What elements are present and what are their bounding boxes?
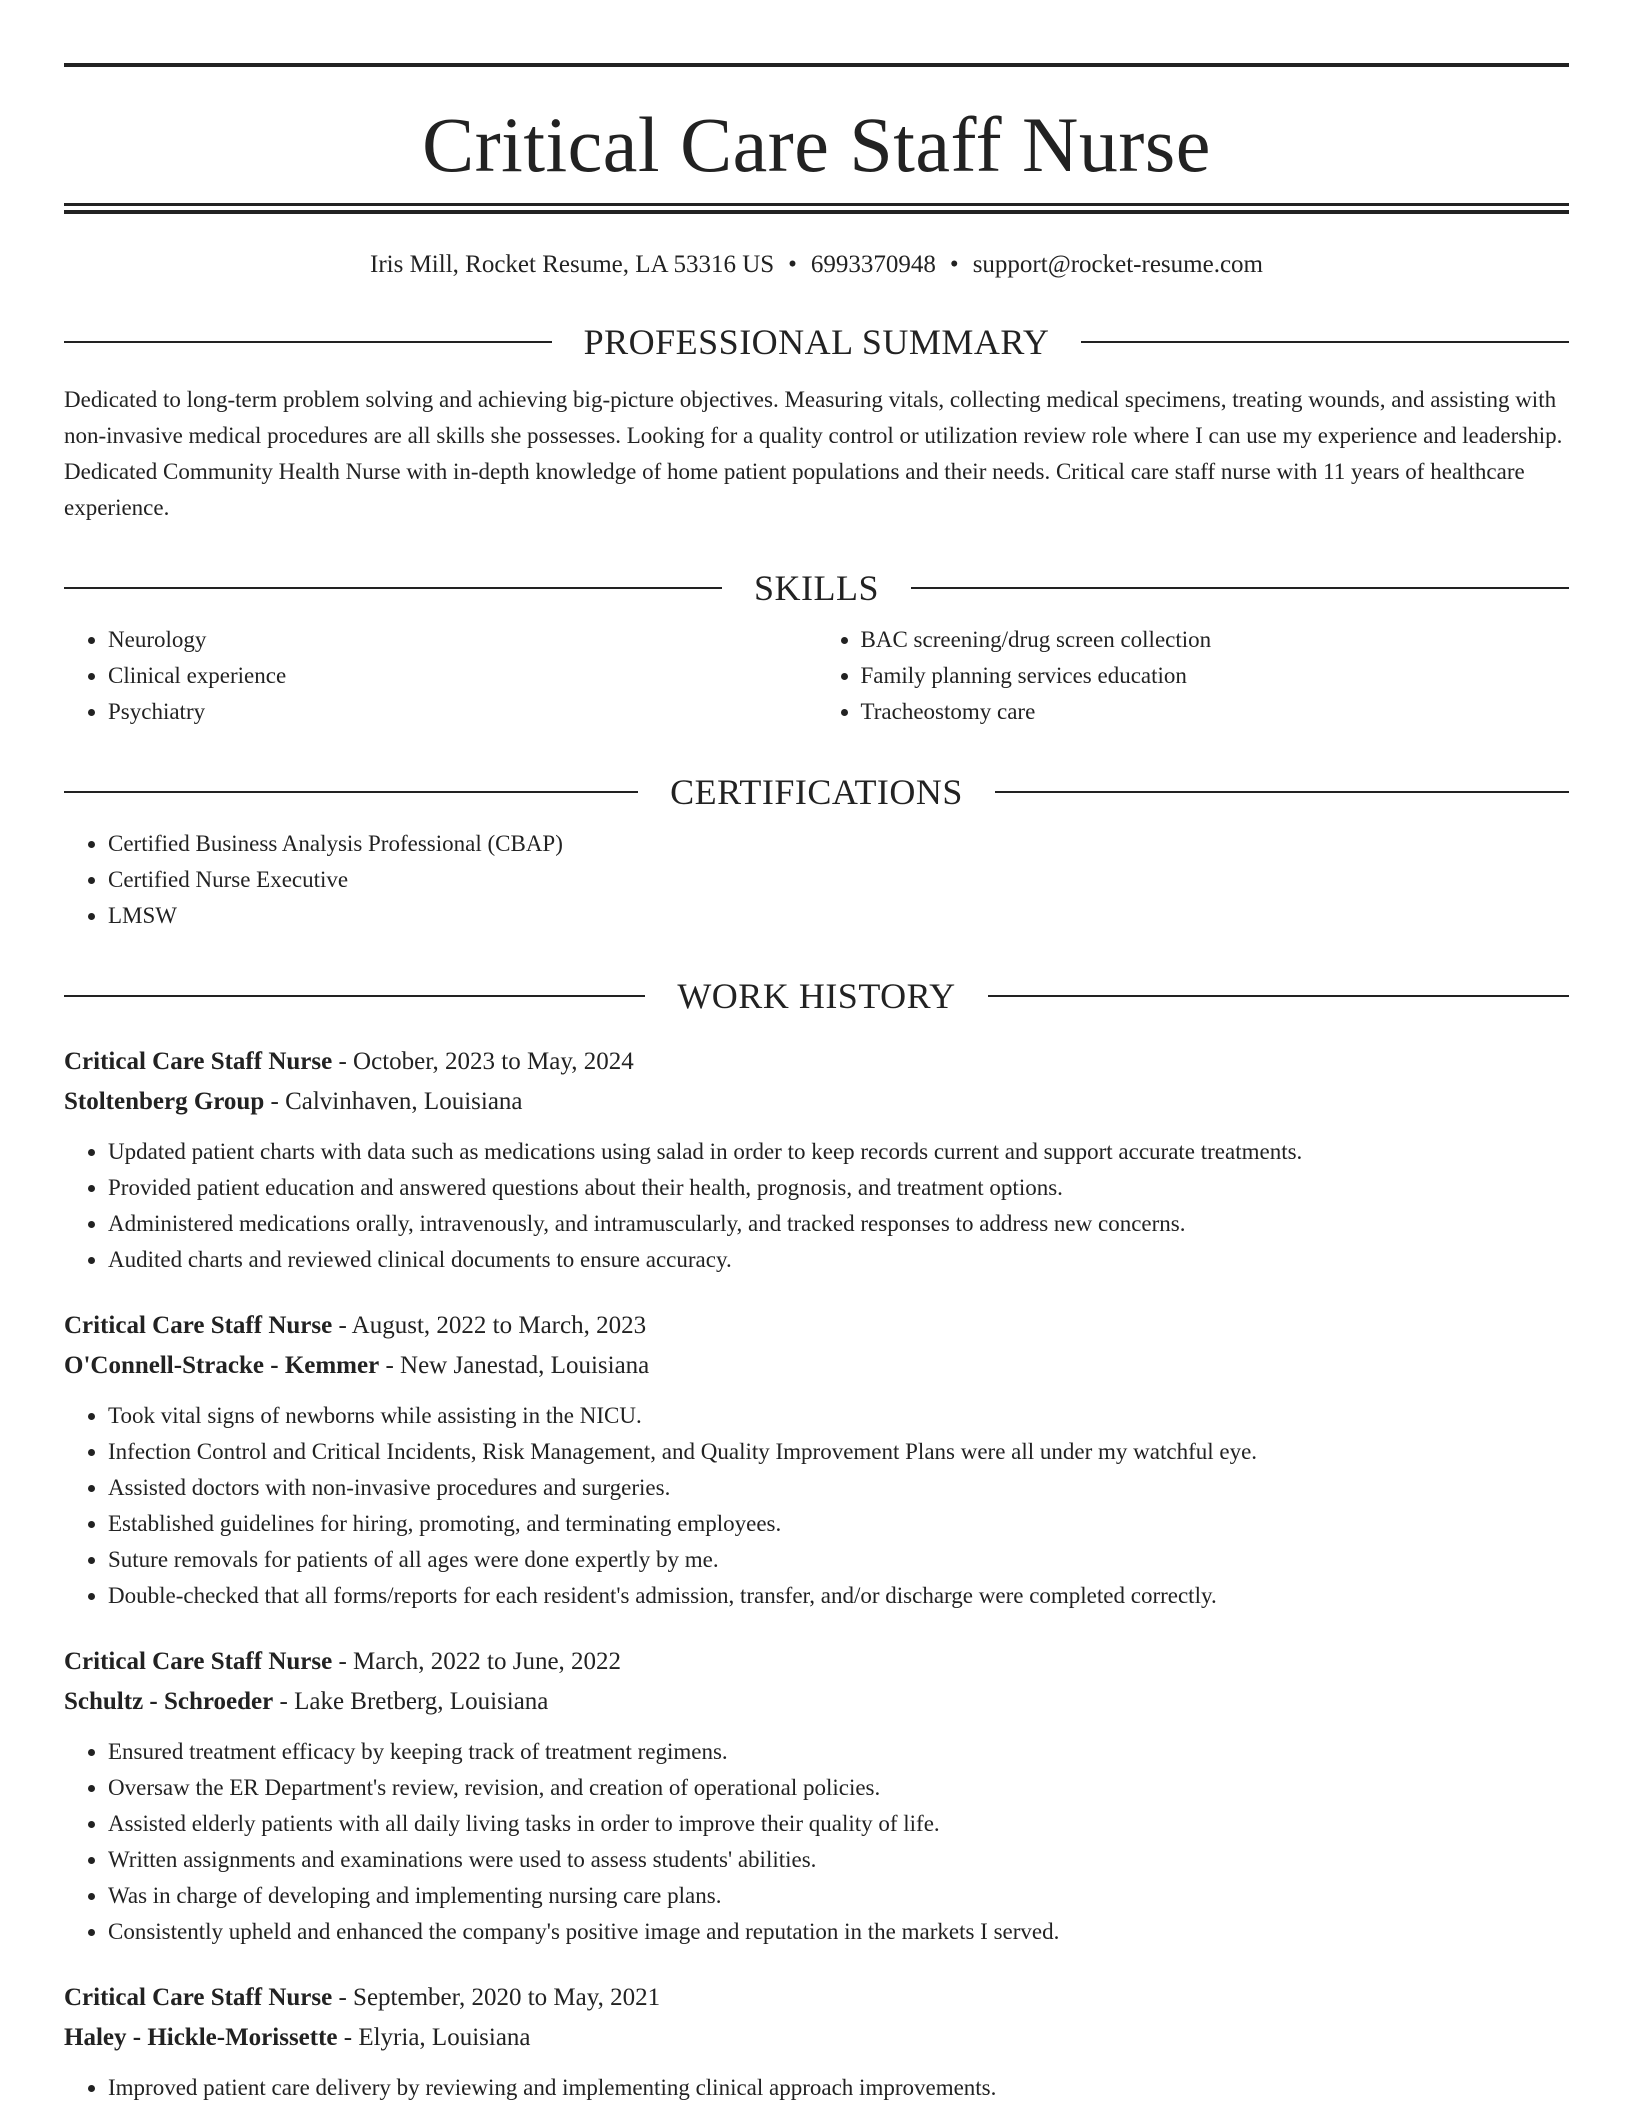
job-dates: - September, 2020 to May, 2021 <box>332 1984 661 2011</box>
job-bullet: • Double-checked that all forms/reports for each resident's admission, transfer, and/or discharge were completed correctly. <box>108 1578 1569 1614</box>
job-bullet: • Suture removals for patients of all ages were done expertly by me. <box>108 1542 1569 1578</box>
contact-address: Iris Mill, Rocket Resume, LA 53316 US <box>370 251 775 278</box>
skill-item: • BAC screening/drug screen collection <box>861 622 1570 658</box>
job-bullet: • Took vital signs of newborns while assisting in the NICU. <box>108 1398 1569 1434</box>
job-bullet: • Provided patient education and answered questions about their health, prognosis, and treatment options. <box>108 1170 1569 1206</box>
contact-line <box>64 250 1569 280</box>
job-bullet: • Oversaw the ER Department's review, revision, and creation of operational policies. <box>108 1770 1569 1806</box>
job-title-line <box>64 1978 1569 2018</box>
job-bullet: • Written assignments and examinations were used to assess students' abilities. <box>108 1842 1569 1878</box>
job-bullet: • Improved patient care delivery by reviewing and implementing clinical approach improvements. <box>108 2070 1569 2106</box>
job-company-line <box>64 2018 1569 2058</box>
title-double-rule <box>64 203 1569 214</box>
job-bullet: • Administered medications orally, intravenously, and intramuscularly, and tracked responses to address new concerns. <box>108 1206 1569 1242</box>
job-dates: - October, 2023 to May, 2024 <box>332 1048 634 1075</box>
job-entry <box>64 1042 1569 1278</box>
job-bullet: • Assisted elderly patients with all daily living tasks in order to improve their quality of life. <box>108 1806 1569 1842</box>
job-title: Critical Care Staff Nurse <box>64 1048 333 1075</box>
contact-separator: • <box>788 251 797 278</box>
job-bullets <box>64 1398 1569 1614</box>
heading-rule-right <box>988 995 1569 997</box>
heading-rule-right <box>911 587 1569 589</box>
skill-item: • Psychiatry <box>108 694 817 730</box>
certifications-heading-label: CERTIFICATIONS <box>670 772 963 812</box>
summary-section-heading <box>64 322 1569 362</box>
job-bullet: • Infection Control and Critical Incidents, Risk Management, and Quality Improvement Plans were all under my watchful eye. <box>108 1434 1569 1470</box>
job-title-line <box>64 1306 1569 1346</box>
certification-item: • LMSW <box>108 898 1569 934</box>
skill-item: • Tracheostomy care <box>861 694 1570 730</box>
job-bullets <box>64 1734 1569 1950</box>
contact-email: support@rocket-resume.com <box>972 251 1263 278</box>
job-title: Critical Care Staff Nurse <box>64 1312 333 1339</box>
job-company-line <box>64 1346 1569 1386</box>
job-dates: - August, 2022 to March, 2023 <box>332 1312 647 1339</box>
top-rule <box>64 63 1569 67</box>
job-entry <box>64 1642 1569 1950</box>
job-bullet: • Updated patient charts with data such as medications using salad in order to keep records current and support accurate treatments. <box>108 1134 1569 1170</box>
job-location: - Lake Bretberg, Louisiana <box>273 1688 549 1715</box>
heading-rule-left <box>64 341 552 343</box>
job-company-line <box>64 1682 1569 1722</box>
job-entry <box>64 1978 1569 2106</box>
skills-column-right <box>817 622 1570 730</box>
job-title-line <box>64 1042 1569 1082</box>
resume-title: Critical Care Staff Nurse <box>422 101 1211 188</box>
job-bullet: • Was in charge of developing and implementing nursing care plans. <box>108 1878 1569 1914</box>
job-bullet: • Established guidelines for hiring, promoting, and terminating employees. <box>108 1506 1569 1542</box>
job-location: - New Janestad, Louisiana <box>379 1352 650 1379</box>
work-history-heading-label: WORK HISTORY <box>677 976 956 1016</box>
contact-separator: • <box>949 251 959 278</box>
job-bullets <box>64 1134 1569 1278</box>
job-bullet: • Consistently upheld and enhanced the company's positive image and reputation in the markets I served. <box>108 1914 1569 1950</box>
job-bullet: • Ensured treatment efficacy by keeping track of treatment regimens. <box>108 1734 1569 1770</box>
certification-item: • Certified Nurse Executive <box>108 862 1569 898</box>
skill-item: • Family planning services education <box>861 658 1570 694</box>
job-title: Critical Care Staff Nurse <box>64 1984 333 2011</box>
skills-heading-label: SKILLS <box>754 568 880 608</box>
contact-phone: 6993370948 <box>810 251 936 278</box>
job-title: Critical Care Staff Nurse <box>64 1648 333 1675</box>
skills-section-heading <box>64 568 1569 608</box>
job-bullet: • Assisted doctors with non-invasive procedures and surgeries. <box>108 1470 1569 1506</box>
job-company: O'Connell-Stracke - Kemmer <box>64 1352 380 1379</box>
skill-item: • Clinical experience <box>108 658 817 694</box>
skill-item: • Neurology <box>108 622 817 658</box>
job-company: Haley - Hickle-Morissette <box>64 2024 338 2051</box>
job-company: Stoltenberg Group <box>64 1088 265 1115</box>
job-bullet: • Audited charts and reviewed clinical documents to ensure accuracy. <box>108 1242 1569 1278</box>
skills-column-left <box>64 622 817 730</box>
heading-rule-right <box>995 791 1569 793</box>
job-entry <box>64 1306 1569 1614</box>
resume-page <box>64 63 1569 2106</box>
job-location: - Elyria, Louisiana <box>337 2024 531 2051</box>
skills-list <box>64 622 1569 730</box>
job-dates: - March, 2022 to June, 2022 <box>332 1648 622 1675</box>
certifications-list <box>64 826 1569 934</box>
job-location: - Calvinhaven, Louisiana <box>264 1088 523 1115</box>
certification-item: • Certified Business Analysis Professional (CBAP) <box>108 826 1569 862</box>
heading-rule-left <box>64 587 722 589</box>
summary-heading-label: PROFESSIONAL SUMMARY <box>583 322 1050 362</box>
job-company-line <box>64 1082 1569 1122</box>
heading-rule-right <box>1081 341 1569 343</box>
job-bullets <box>64 2070 1569 2106</box>
work-history-section-heading <box>64 976 1569 1016</box>
heading-rule-left <box>64 791 638 793</box>
heading-rule-left <box>64 995 645 997</box>
job-title-line <box>64 1642 1569 1682</box>
certifications-section-heading <box>64 772 1569 812</box>
summary-text: Dedicated to long-term problem solving and achieving big-picture objectives. Measuring vitals, collecting medical specimens, treating wounds, and assisting with non-invasive medical procedures are all skills she possesses. Looking for a quality control or utilization review role where I can use my experience and leadership. Dedicated Community Health Nurse with in-depth knowledge of home patient populations and their needs. Critical care staff nurse with 11 years of healthcare experience. <box>64 387 1563 520</box>
job-company: Schultz - Schroeder <box>64 1688 274 1715</box>
